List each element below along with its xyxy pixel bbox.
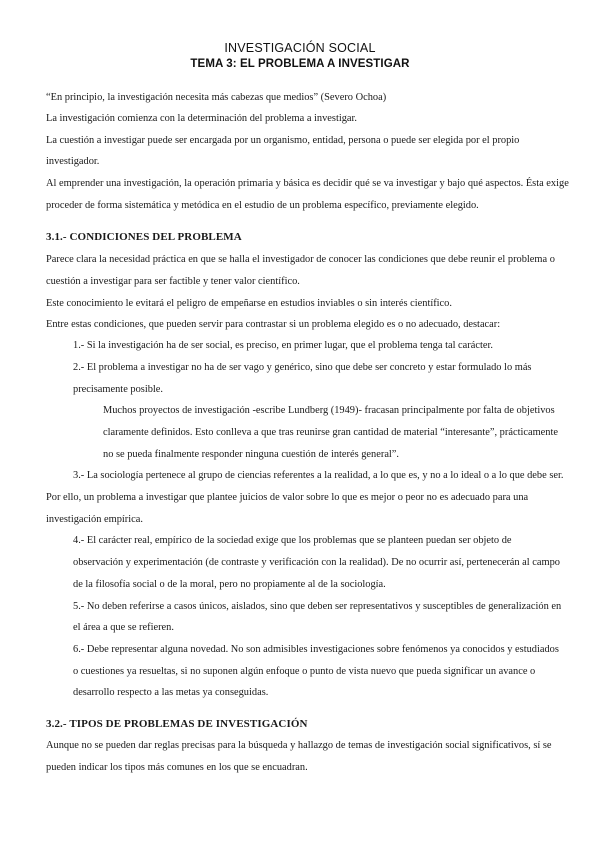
- paragraph-line: Aunque no se pueden dar reglas precisas para la búsqueda y hallazgo de temas de investigación social significativos, sí se: [46, 740, 552, 751]
- list-item: observación y experimentación (de contraste y verificación con la realidad). De no ocurrir así, pertenecerán al campo: [73, 557, 560, 568]
- list-item: de la filosofía social o de la moral, pero no propiamente al de la sociología.: [73, 579, 386, 590]
- intro-line: La cuestión a investigar puede ser encargada por un organismo, entidad, persona o puede ser elegida por el propio: [46, 135, 520, 146]
- intro-line: investigador.: [46, 156, 100, 167]
- list-item: 5.- No deben referirse a casos únicos, aislados, sino que deben ser representativos y susceptibles de generalización en: [73, 601, 562, 612]
- list-item: precisamente posible.: [73, 384, 164, 395]
- list-item: el área a que se refieren.: [73, 622, 174, 633]
- paragraph-line: Parece clara la necesidad práctica en que se halla el investigador de conocer las condiciones que debe reunir el problema o: [46, 254, 555, 265]
- document-subtitle: TEMA 3: EL PROBLEMA A INVESTIGAR: [190, 58, 410, 70]
- intro-line: Al emprender una investigación, la operación primaria y básica es decidir qué se va investigar y bajo qué aspectos. Ésta exige: [46, 178, 569, 189]
- list-item: 3.- La sociología pertenece al grupo de ciencias referentes a la realidad, a lo que es, y no a lo ideal o a lo que debe ser.: [73, 470, 564, 481]
- paragraph-line: pueden indicar los tipos más comunes en los que se encuadran.: [46, 762, 308, 773]
- list-item: o cuestiones ya resueltas, si no suponen algún enfoque o punto de vista nuevo que pueda significar un avance o: [73, 666, 536, 677]
- intro-line: proceder de forma sistemática y metódica en el estudio de un problema específico, previamente elegido.: [46, 200, 479, 211]
- paragraph-line: Este conocimiento le evitará el peligro de empeñarse en estudios inviables o sin interés científico.: [46, 298, 452, 309]
- block-quote-line: no se pueda finalmente responder ninguna cuestión de interés general”.: [103, 449, 400, 460]
- intro-quote: “En principio, la investigación necesita más cabezas que medios” (Severo Ochoa): [46, 92, 387, 103]
- list-item: Por ello, un problema a investigar que plantee juicios de valor sobre lo que es mejor o peor no es adecuado para una: [46, 492, 529, 503]
- paragraph-line: Entre estas condiciones, que pueden servir para contrastar si un problema elegido es o no adecuado, destacar:: [46, 319, 501, 330]
- list-item: desarrollo respecto a las metas ya conseguidas.: [73, 687, 269, 698]
- section-heading-types: 3.2.- TIPOS DE PROBLEMAS DE INVESTIGACIÓN: [46, 718, 308, 730]
- list-item: investigación empírica.: [46, 514, 143, 525]
- section-heading-conditions: 3.1.- CONDICIONES DEL PROBLEMA: [46, 231, 242, 243]
- block-quote-line: Muchos proyectos de investigación -escribe Lundberg (1949)- fracasan principalmente por falta de objetivos: [103, 405, 555, 416]
- list-item: 2.- El problema a investigar no ha de ser vago y genérico, sino que debe ser concreto y estar formulado lo más: [73, 362, 532, 373]
- list-item: 4.- El carácter real, empírico de la sociedad exige que los problemas que se planteen puedan ser objeto de: [73, 535, 512, 546]
- block-quote-line: claramente definidos. Esto conlleva a que tras reunirse gran cantidad de material “interesante”, prácticamente: [103, 427, 558, 438]
- paragraph-line: cuestión a investigar para ser factible y tener valor científico.: [46, 276, 300, 287]
- document-title: INVESTIGACIÓN SOCIAL: [224, 41, 376, 55]
- list-item: 6.- Debe representar alguna novedad. No son admisibles investigaciones sobre fenómenos ya conocidos y estudiados: [73, 644, 559, 655]
- intro-line: La investigación comienza con la determinación del problema a investigar.: [46, 113, 358, 124]
- list-item: 1.- Si la investigación ha de ser social, es preciso, en primer lugar, que el problema tenga tal carácter.: [73, 340, 493, 351]
